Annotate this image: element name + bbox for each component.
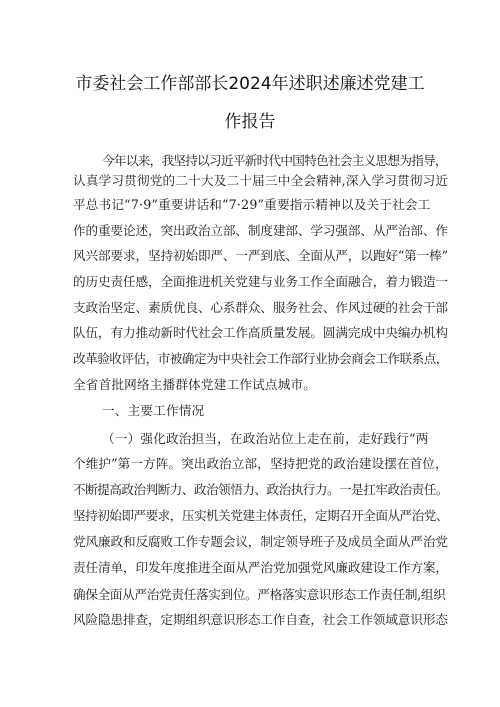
body-line-6: 的历史责任感，全面推进机关党建与业务工作全面融合，着力锻造一 (73, 274, 448, 289)
section-heading: 一、主要工作情况 (102, 403, 205, 418)
body-line-7: 支政治坚定、素质优良、心系群众、服务社会、作风过硬的社会干部 (73, 300, 448, 315)
document-title-line-2: 作报告 (224, 112, 276, 132)
body-line-17: 责任清单，印发年度推进全面从严治党加强党风廉政建设工作方案， (73, 560, 448, 575)
body-line-3: 平总书记“7·9”重要讲话和“7·29”重要指示精神以及关于社会工 (73, 197, 431, 212)
body-line-9: 改革验收评估，市被确定为中央社会工作部行业协会商会工作联系点， (73, 351, 448, 366)
body-line-10: 全省首批网络主播群体党建工作试点城市。 (73, 377, 317, 392)
body-line-12: （一）强化政治担当，在政治站位上走在前，走好践行“两 (102, 431, 429, 446)
body-line-14: 不断提高政治判断力、政治领悟力、政治执行力。一是扛牢政治责任。 (73, 482, 448, 497)
body-line-4: 作的重要论述，突出政治立部、制度建部、学习强部、从严治部、作 (73, 223, 448, 238)
body-line-2: 认真学习贯彻党的二十大及二十届三中全会精神,深入学习贯彻习近 (73, 173, 449, 188)
body-line-13: 个维护”第一方阵。突出政治立部，坚持把党的政治建设摆在首位， (73, 456, 448, 471)
body-line-16: 党风廉政和反腐败工作专题会议，制定领导班子及成员全面从严治党 (73, 534, 448, 549)
body-line-19: 风险隐患排查，定期组织意识形态工作自查，社会工作领域意识形态 (73, 612, 448, 627)
body-line-1: 今年以来，我坚持以习近平新时代中国特色社会主义思想为指导， (102, 153, 447, 168)
body-line-18: 确保全面从严治党责任落实到位。严格落实意识形态工作责任制,组织 (73, 587, 446, 602)
body-line-15: 坚持初始即严要求，压实机关党建主体责任，定期召开全面从严治党、 (73, 508, 448, 523)
body-line-5: 风兴部要求，坚持初始即严、一严到底、全面从严，以跑好“第一棒” (73, 248, 448, 263)
body-line-8: 队伍，有力推动新时代社会工作高质量发展。圆满完成中央编办机构 (73, 325, 448, 340)
document-title-line-1: 市委社会工作部部长2024年述职述廉述党建工 (75, 74, 425, 94)
